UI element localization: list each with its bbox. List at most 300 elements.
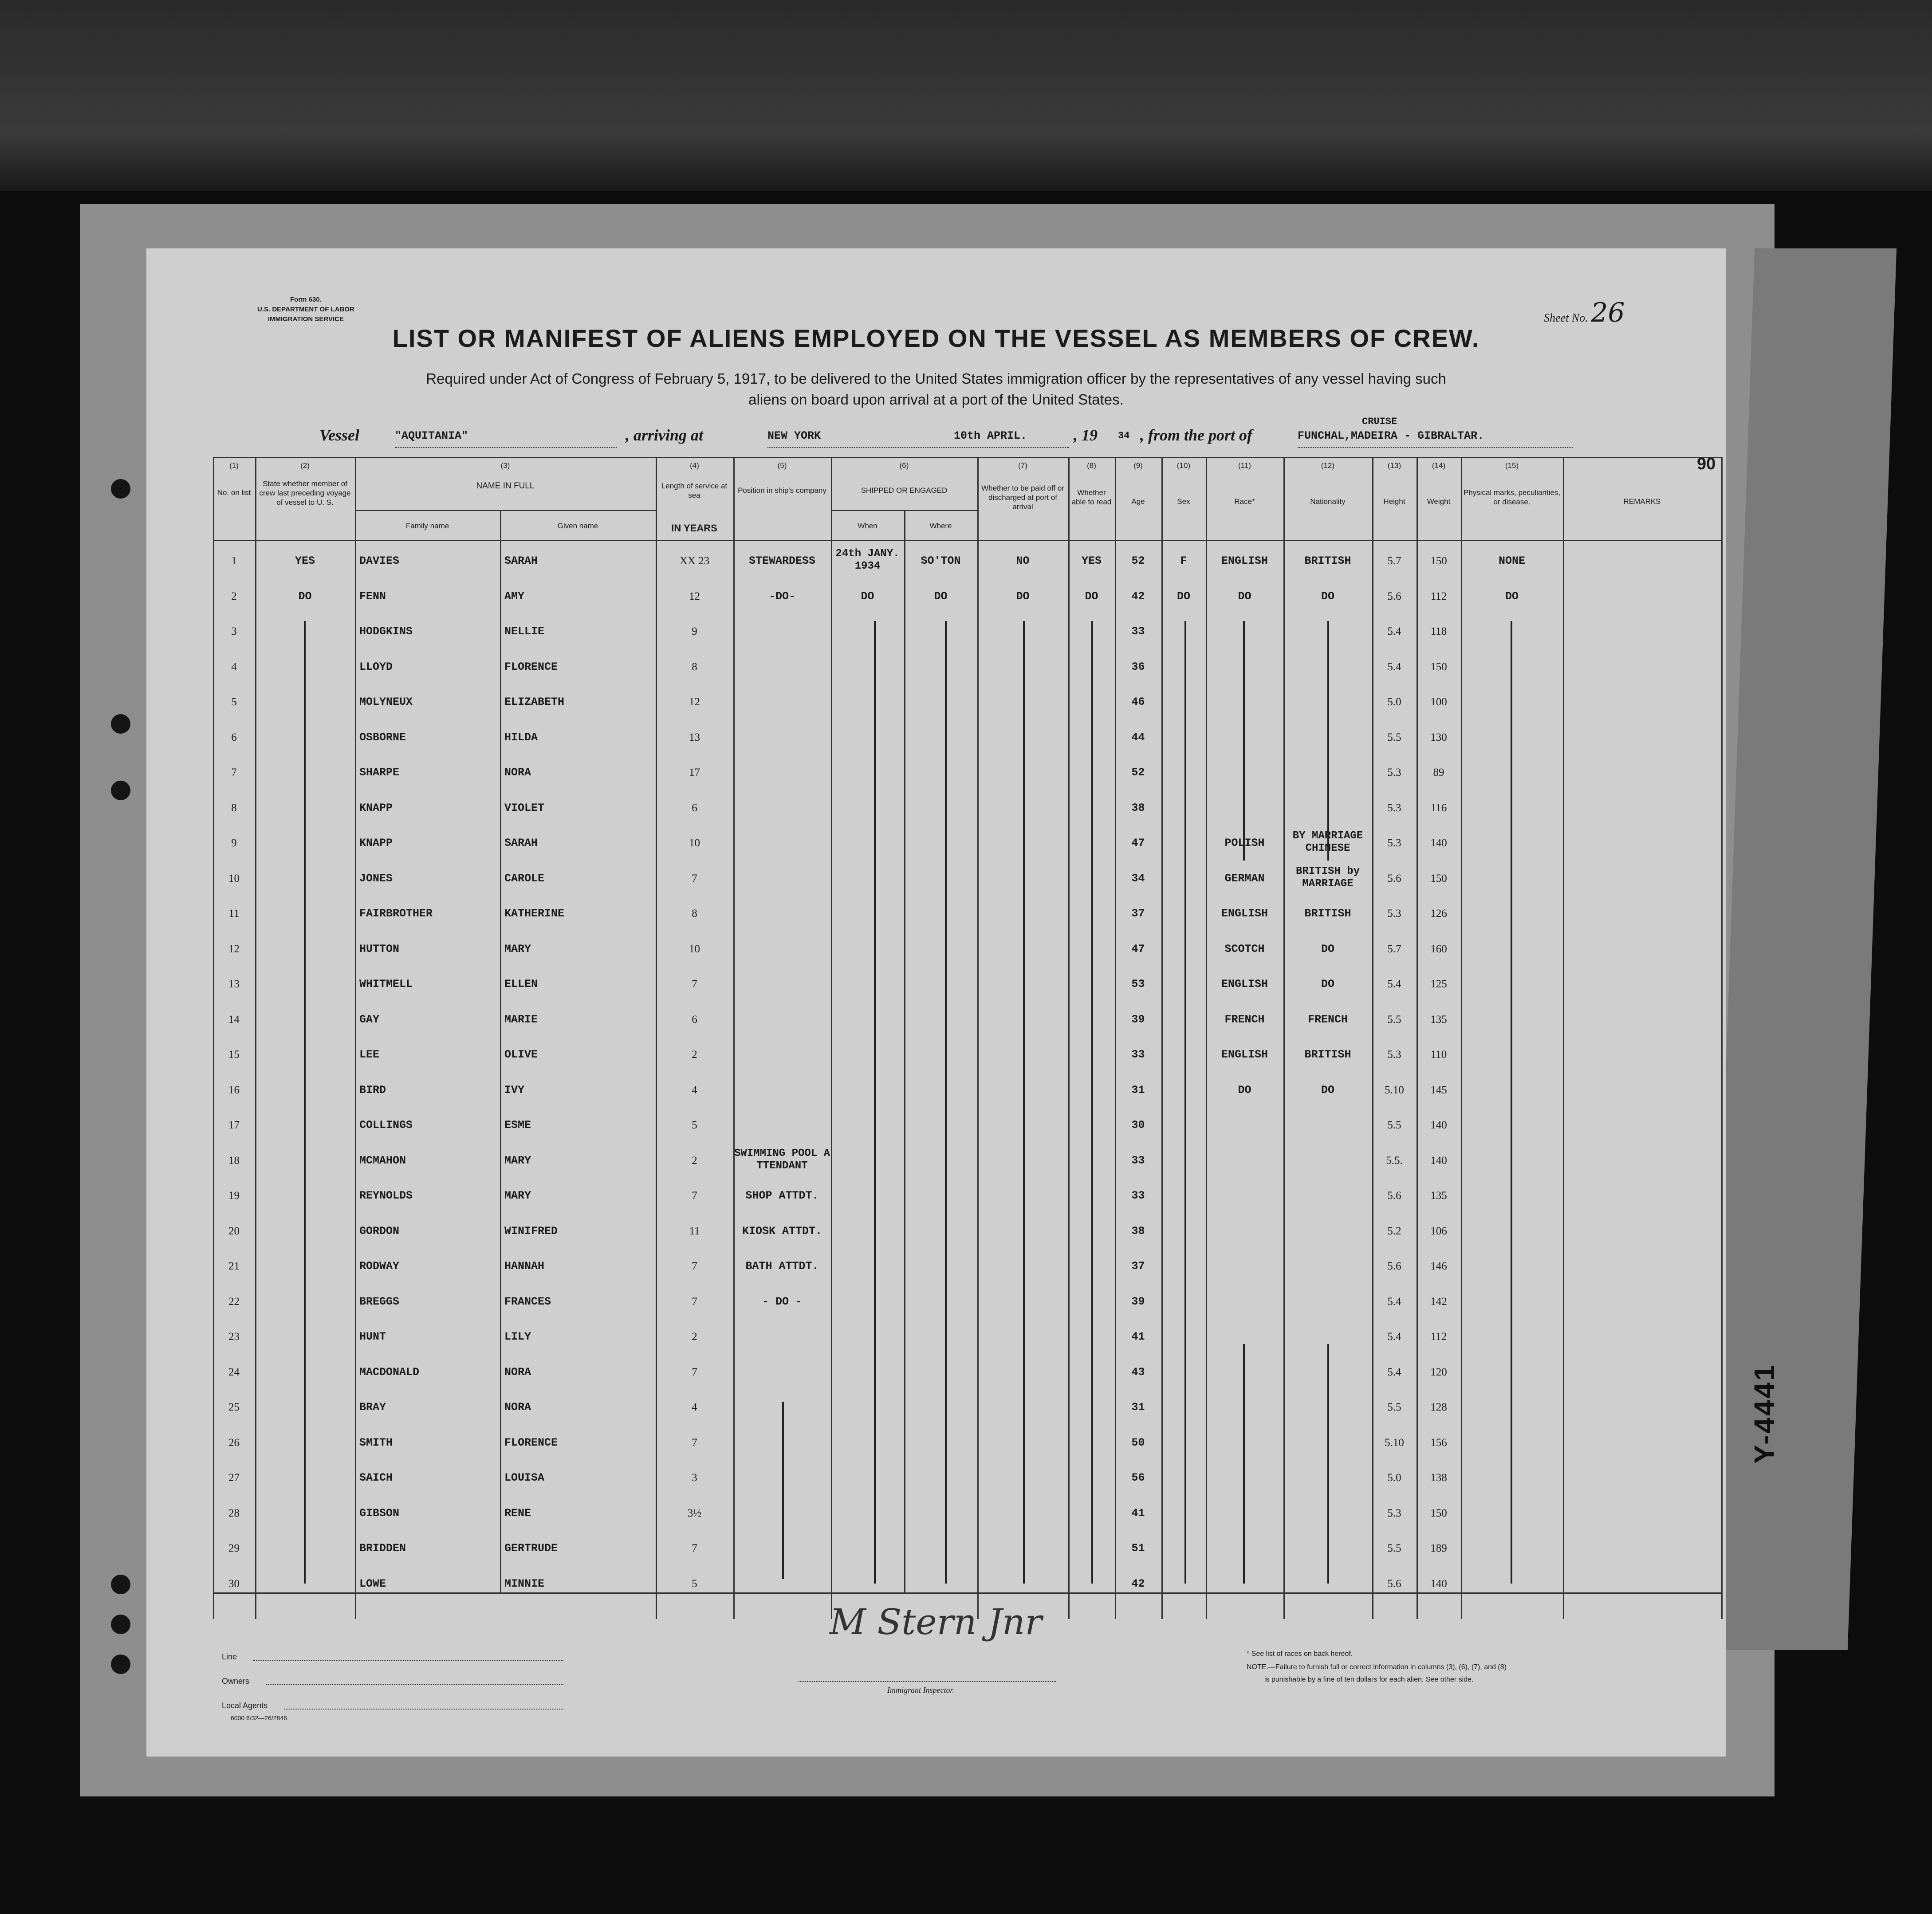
col-num-5: (5) xyxy=(777,461,787,470)
cell-length: 2 xyxy=(692,1331,697,1343)
cell-physical: DO xyxy=(1505,590,1519,603)
cell-family: MOLYNEUX xyxy=(359,696,413,708)
table-row xyxy=(213,967,1721,1002)
cell-height: 5.10 xyxy=(1385,1436,1404,1449)
margin-number: 90 xyxy=(1697,455,1716,473)
cell-position xyxy=(733,1002,831,1038)
cell-when xyxy=(831,1425,904,1461)
cell-where: DO xyxy=(934,590,948,603)
vessel-underline xyxy=(395,447,617,448)
ditto-mark xyxy=(1023,621,1025,1584)
cell-family: COLLINGS xyxy=(359,1119,413,1132)
cell-where xyxy=(904,1037,977,1073)
footer-owners-label: Owners xyxy=(222,1677,250,1686)
cell-when: DO xyxy=(861,590,874,603)
sheet-number: 26 xyxy=(1591,297,1625,328)
cell-race: POLISH xyxy=(1224,837,1265,849)
ditto-mark xyxy=(1184,621,1186,1584)
cell-where xyxy=(904,967,977,1002)
cell-weight: 112 xyxy=(1430,590,1447,602)
cell-no: 7 xyxy=(231,766,237,778)
cell-family: GIBSON xyxy=(359,1506,400,1520)
cell-weight: 110 xyxy=(1430,1049,1447,1061)
cell-read: YES xyxy=(1081,554,1102,567)
cell-given: HILDA xyxy=(504,731,538,744)
cell-length: 3 xyxy=(692,1472,697,1484)
cell-height: 5.3 xyxy=(1387,802,1401,814)
cell-weight: 125 xyxy=(1430,978,1447,990)
cell-where xyxy=(904,1143,977,1179)
cell-nationality: BRITISH xyxy=(1304,907,1351,920)
cell-no: 26 xyxy=(228,1436,240,1449)
cell-weight: 189 xyxy=(1430,1542,1447,1554)
cell-when xyxy=(831,1108,904,1143)
cell-weight: 150 xyxy=(1430,872,1447,884)
header-state: State whether member of crew last preceding voyage of vessel to U. S. xyxy=(259,479,351,507)
table-row xyxy=(213,896,1721,931)
cell-weight: 150 xyxy=(1430,1507,1447,1519)
cell-age: 31 xyxy=(1131,1401,1145,1414)
cell-sex xyxy=(1161,614,1206,649)
cell-weight: 100 xyxy=(1430,696,1447,708)
cell-where xyxy=(904,1002,977,1038)
cell-given: KATHERINE xyxy=(504,907,565,920)
cell-age: 33 xyxy=(1131,1154,1145,1167)
cell-where xyxy=(904,1355,977,1390)
cell-length: 11 xyxy=(689,1225,700,1237)
col-num-7: (7) xyxy=(1018,461,1027,470)
cell-height: 5.7 xyxy=(1387,555,1401,567)
cell-length: 7 xyxy=(692,1366,697,1378)
col-num-13: (13) xyxy=(1387,461,1401,470)
header-family: Family name xyxy=(405,522,449,530)
cell-nationality: DO xyxy=(1321,942,1334,955)
cell-when xyxy=(831,1284,904,1320)
cell-given: WINIFRED xyxy=(504,1224,558,1238)
print-code: 6000 6/32—26/2846 xyxy=(231,1714,287,1721)
cell-race xyxy=(1206,1108,1283,1143)
cell-where xyxy=(904,1319,977,1355)
cell-sex xyxy=(1161,755,1206,790)
cell-height: 5.6 xyxy=(1387,1577,1401,1590)
cell-paid: NO xyxy=(1016,554,1030,567)
cell-sex: DO xyxy=(1177,590,1190,603)
cell-age: 53 xyxy=(1131,978,1145,990)
cell-no: 24 xyxy=(228,1366,240,1378)
cell-position xyxy=(733,931,831,967)
cell-when xyxy=(831,967,904,1002)
cell-weight: 126 xyxy=(1430,908,1447,920)
cell-sex xyxy=(1161,825,1206,861)
header-race: Race* xyxy=(1234,497,1255,506)
cell-age: 39 xyxy=(1131,1013,1145,1026)
cell-age: 56 xyxy=(1131,1471,1145,1484)
cell-given: MARY xyxy=(504,1154,531,1167)
cell-position: SHOP ATTDT. xyxy=(745,1189,819,1202)
cell-when xyxy=(831,720,904,755)
header-when: When xyxy=(858,522,877,530)
arrival-date: 10th APRIL. xyxy=(954,429,1027,442)
cell-nationality: DO xyxy=(1321,1083,1334,1097)
cell-no: 20 xyxy=(228,1225,240,1237)
cell-no: 17 xyxy=(228,1119,240,1131)
header-name: NAME IN FULL xyxy=(476,481,535,491)
cell-given: NELLIE xyxy=(504,625,545,638)
cell-no: 19 xyxy=(228,1190,240,1202)
cell-weight: 140 xyxy=(1430,1577,1447,1590)
cell-sex xyxy=(1161,1143,1206,1179)
cell-sex xyxy=(1161,1037,1206,1073)
departure-port: FUNCHAL,MADEIRA - GIBRALTAR. xyxy=(1298,429,1484,442)
table-row xyxy=(213,649,1721,685)
cell-position xyxy=(733,967,831,1002)
cell-position xyxy=(733,614,831,649)
cell-where xyxy=(904,649,977,685)
cell-age: 39 xyxy=(1131,1295,1145,1308)
cell-family: LEE xyxy=(359,1048,380,1061)
cell-state: DO xyxy=(298,590,312,603)
header-length: Length of service at sea xyxy=(661,482,728,499)
cell-length: 5 xyxy=(692,1577,697,1590)
cell-given: MINNIE xyxy=(504,1577,545,1590)
cell-when xyxy=(831,1037,904,1073)
cell-given: ELIZABETH xyxy=(504,696,565,708)
cell-where xyxy=(904,1284,977,1320)
owners-underline xyxy=(266,1684,563,1685)
cell-height: 5.4 xyxy=(1387,1366,1401,1378)
col-num-3: (3) xyxy=(500,461,510,470)
col-num-8: (8) xyxy=(1087,461,1096,470)
arriving-label: , arriving at xyxy=(626,426,704,444)
port-underline xyxy=(1298,447,1573,448)
cell-height: 5.4 xyxy=(1387,1295,1401,1308)
cell-length: 6 xyxy=(692,802,697,814)
cell-family: OSBORNE xyxy=(359,731,406,744)
header-nationality: Nationality xyxy=(1310,497,1346,506)
cell-position xyxy=(733,1355,831,1390)
ditto-mark xyxy=(304,621,306,1584)
cell-height: 5.3 xyxy=(1387,837,1401,849)
cell-given: NORA xyxy=(504,1365,531,1379)
cell-height: 5.5 xyxy=(1387,1013,1401,1026)
col-num-4: (4) xyxy=(690,461,699,470)
cell-height: 5.3 xyxy=(1387,1049,1401,1061)
cell-family: BRIDDEN xyxy=(359,1542,406,1555)
cell-race: FRENCH xyxy=(1224,1013,1265,1026)
cell-length: 8 xyxy=(692,660,697,673)
cell-height: 5.4 xyxy=(1387,978,1401,990)
cell-no: 11 xyxy=(228,908,240,920)
cell-nationality xyxy=(1283,1108,1372,1143)
cell-where xyxy=(904,825,977,861)
cell-height: 5.0 xyxy=(1387,696,1401,708)
cell-no: 13 xyxy=(228,978,240,990)
cell-given: LOUISA xyxy=(504,1471,545,1484)
cell-sex xyxy=(1161,1566,1206,1602)
cell-race xyxy=(1206,1143,1283,1179)
cell-weight: 118 xyxy=(1430,625,1447,637)
header-given: Given name xyxy=(557,522,598,530)
cell-nationality: DO xyxy=(1321,978,1334,990)
cell-when xyxy=(831,1214,904,1249)
cell-given: HANNAH xyxy=(504,1260,545,1273)
cell-no: 9 xyxy=(231,837,237,849)
cell-nationality: FRENCH xyxy=(1307,1013,1348,1026)
cell-given: LILY xyxy=(504,1330,531,1343)
cell-sex xyxy=(1161,684,1206,720)
cell-length: 3½ xyxy=(687,1507,702,1519)
cell-given: CAROLE xyxy=(504,872,545,885)
cell-family: SMITH xyxy=(359,1436,393,1449)
punch-hole xyxy=(111,1615,130,1634)
cell-height: 5.5 xyxy=(1387,1542,1401,1554)
cell-age: 30 xyxy=(1131,1119,1145,1132)
cell-sex xyxy=(1161,1249,1206,1284)
col-num-10: (10) xyxy=(1177,461,1191,470)
cell-paid: DO xyxy=(1016,590,1030,603)
cell-where xyxy=(904,1496,977,1531)
cell-no: 3 xyxy=(231,625,237,637)
cell-height: 5.10 xyxy=(1385,1084,1404,1096)
year-suffix: 34 xyxy=(1118,430,1130,441)
cell-sex xyxy=(1161,1284,1206,1320)
cell-position: KIOSK ATTDT. xyxy=(742,1224,822,1238)
cell-position xyxy=(733,861,831,896)
cell-height: 5.6 xyxy=(1387,1260,1401,1272)
cell-weight: 140 xyxy=(1430,1154,1447,1167)
cell-position xyxy=(733,825,831,861)
table-row xyxy=(213,931,1721,967)
form-number: Form 630. xyxy=(290,296,322,303)
cell-no: 25 xyxy=(228,1401,240,1413)
cell-position: SWIMMING POOL A TTENDANT xyxy=(734,1147,830,1172)
cell-where xyxy=(904,861,977,896)
cell-position xyxy=(733,1108,831,1143)
table-row xyxy=(213,1425,1721,1461)
form-department: U.S. DEPARTMENT OF LABOR xyxy=(257,306,354,313)
cell-nationality xyxy=(1283,1143,1372,1179)
table-row xyxy=(213,1143,1721,1179)
punch-hole xyxy=(111,714,130,734)
cell-sex xyxy=(1161,1178,1206,1214)
cell-no: 1 xyxy=(231,555,237,567)
date-underline xyxy=(767,447,1069,448)
from-port-label: , from the port of xyxy=(1140,426,1253,444)
cell-no: 2 xyxy=(231,590,237,602)
cell-sex xyxy=(1161,1319,1206,1355)
cell-given: OLIVE xyxy=(504,1048,538,1061)
cell-weight: 150 xyxy=(1430,660,1447,673)
cell-family: REYNOLDS xyxy=(359,1189,413,1202)
cell-position: -DO- xyxy=(768,590,795,603)
cell-weight: 120 xyxy=(1430,1366,1447,1378)
cell-age: 36 xyxy=(1131,660,1145,673)
cell-where xyxy=(904,1566,977,1602)
vessel-name: "AQUITANIA" xyxy=(395,429,468,442)
cell-given: AMY xyxy=(504,590,525,603)
cell-nationality: DO xyxy=(1321,590,1334,603)
arrival-port: NEW YORK xyxy=(767,429,821,442)
cell-height: 5.3 xyxy=(1387,908,1401,920)
cell-race xyxy=(1206,1178,1283,1214)
form-service: IMMIGRATION SERVICE xyxy=(268,315,344,323)
cell-family: LOWE xyxy=(359,1577,386,1590)
cell-no: 5 xyxy=(231,696,237,708)
cell-length: 10 xyxy=(689,943,700,955)
cell-age: 50 xyxy=(1131,1436,1145,1449)
cell-length: 12 xyxy=(689,696,700,708)
port-note: CRUISE xyxy=(1362,416,1397,427)
cell-family: SAICH xyxy=(359,1471,393,1484)
cell-height: 5.4 xyxy=(1387,660,1401,673)
cell-family: JONES xyxy=(359,872,393,885)
col-num-14: (14) xyxy=(1432,461,1446,470)
cell-when xyxy=(831,1460,904,1496)
cell-weight: 145 xyxy=(1430,1084,1447,1096)
cell-nationality: BRITISH xyxy=(1304,554,1351,567)
cell-family: KNAPP xyxy=(359,837,393,849)
col-num-9: (9) xyxy=(1133,461,1143,470)
cell-weight: 128 xyxy=(1430,1401,1447,1413)
col-divider xyxy=(1721,457,1723,1619)
header-bottom-rule xyxy=(213,540,1721,541)
cell-no: 27 xyxy=(228,1472,240,1484)
cell-position: - DO - xyxy=(762,1295,802,1308)
punch-hole xyxy=(111,479,130,499)
cell-race: DO xyxy=(1238,590,1251,603)
cell-length: 6 xyxy=(692,1013,697,1026)
table-row xyxy=(213,614,1721,649)
cell-weight: 116 xyxy=(1430,802,1447,814)
manifest-title: LIST OR MANIFEST OF ALIENS EMPLOYED ON THE VESSEL AS MEMBERS OF CREW. xyxy=(392,324,1480,352)
table-row xyxy=(213,1108,1721,1143)
cell-age: 42 xyxy=(1131,590,1145,603)
crew-table xyxy=(213,457,1743,1619)
cell-age: 52 xyxy=(1131,554,1145,567)
cell-sex xyxy=(1161,1531,1206,1566)
cell-weight: 140 xyxy=(1430,837,1447,849)
cell-where xyxy=(904,790,977,826)
punch-hole xyxy=(111,1575,130,1594)
cell-family: FAIRBROTHER xyxy=(359,907,433,920)
cell-length: 8 xyxy=(692,908,697,920)
cell-where xyxy=(904,1178,977,1214)
cell-race xyxy=(1206,1249,1283,1284)
cell-nationality xyxy=(1283,1214,1372,1249)
cell-weight: 112 xyxy=(1430,1331,1447,1343)
cell-height: 5.0 xyxy=(1387,1472,1401,1484)
cell-no: 12 xyxy=(228,943,240,955)
cell-family: HUTTON xyxy=(359,942,400,955)
col-num-15: (15) xyxy=(1505,461,1519,470)
table-row xyxy=(213,1531,1721,1566)
cell-sex xyxy=(1161,1425,1206,1461)
cell-length: 5 xyxy=(692,1119,697,1131)
cell-position: BATH ATTDT. xyxy=(745,1260,819,1273)
cell-no: 16 xyxy=(228,1084,240,1096)
cell-sex xyxy=(1161,1073,1206,1108)
cell-race: GERMAN xyxy=(1224,872,1265,885)
cell-sex: F xyxy=(1180,554,1187,567)
cell-when xyxy=(831,1566,904,1602)
cell-family: HUNT xyxy=(359,1330,386,1343)
cell-sex xyxy=(1161,1355,1206,1390)
cell-length: 12 xyxy=(689,590,700,602)
ditto-mark xyxy=(1091,621,1093,1584)
cell-weight: 138 xyxy=(1430,1472,1447,1484)
cell-age: 42 xyxy=(1131,1577,1145,1590)
cell-given: NORA xyxy=(504,1401,531,1414)
cell-no: 15 xyxy=(228,1049,240,1061)
cell-when xyxy=(831,896,904,931)
cell-height: 5.4 xyxy=(1387,1331,1401,1343)
cell-position xyxy=(733,720,831,755)
cell-family: MACDONALD xyxy=(359,1365,420,1379)
header-no: No. on list xyxy=(217,488,251,497)
cell-where xyxy=(904,1108,977,1143)
cell-length: 2 xyxy=(692,1049,697,1061)
table-row xyxy=(213,579,1721,614)
vessel-label: Vessel xyxy=(319,426,359,444)
cell-weight: 135 xyxy=(1430,1013,1447,1026)
manifest-page xyxy=(146,248,1726,1757)
cell-age: 33 xyxy=(1131,1189,1145,1202)
cell-age: 47 xyxy=(1131,942,1145,955)
cell-family: KNAPP xyxy=(359,801,393,814)
cell-age: 31 xyxy=(1131,1083,1145,1097)
cell-weight: 160 xyxy=(1430,943,1447,955)
cell-age: 44 xyxy=(1131,731,1145,744)
cell-when xyxy=(831,1319,904,1355)
cell-where xyxy=(904,720,977,755)
table-row xyxy=(213,1390,1721,1425)
form-identifier xyxy=(257,295,354,324)
cell-family: WHITMELL xyxy=(359,978,413,990)
cell-age: 43 xyxy=(1131,1365,1145,1379)
cell-age: 51 xyxy=(1131,1542,1145,1555)
fine-note-2: is punishable by a fine of ten dollars for each alien. See other side. xyxy=(1264,1676,1474,1683)
cell-weight: 106 xyxy=(1430,1225,1447,1237)
cell-sex xyxy=(1161,1108,1206,1143)
cell-position xyxy=(733,896,831,931)
cell-where xyxy=(904,896,977,931)
header-weight: Weight xyxy=(1427,497,1451,506)
header-length-unit: IN YEARS xyxy=(671,523,717,534)
cell-given: IVY xyxy=(504,1083,525,1097)
inspector-signature: M Stern Jnr xyxy=(830,1601,1042,1643)
cell-when xyxy=(831,861,904,896)
cell-family: BRAY xyxy=(359,1401,386,1414)
cell-given: FRANCES xyxy=(504,1295,551,1308)
cell-length: 7 xyxy=(692,872,697,884)
cell-where xyxy=(904,1425,977,1461)
cell-where xyxy=(904,1214,977,1249)
table-row xyxy=(213,790,1721,826)
cell-where xyxy=(904,755,977,790)
table-row xyxy=(213,543,1721,579)
header-height: Height xyxy=(1383,497,1405,506)
cell-race xyxy=(1206,1214,1283,1249)
col-num-1: (1) xyxy=(229,461,239,470)
cell-age: 33 xyxy=(1131,1048,1145,1061)
cell-when xyxy=(831,755,904,790)
cell-no: 6 xyxy=(231,731,237,743)
ditto-mark xyxy=(1243,1344,1245,1584)
table-row xyxy=(213,1284,1721,1320)
cell-read: DO xyxy=(1085,590,1098,603)
table-row xyxy=(213,1073,1721,1108)
table-row xyxy=(213,1214,1721,1249)
